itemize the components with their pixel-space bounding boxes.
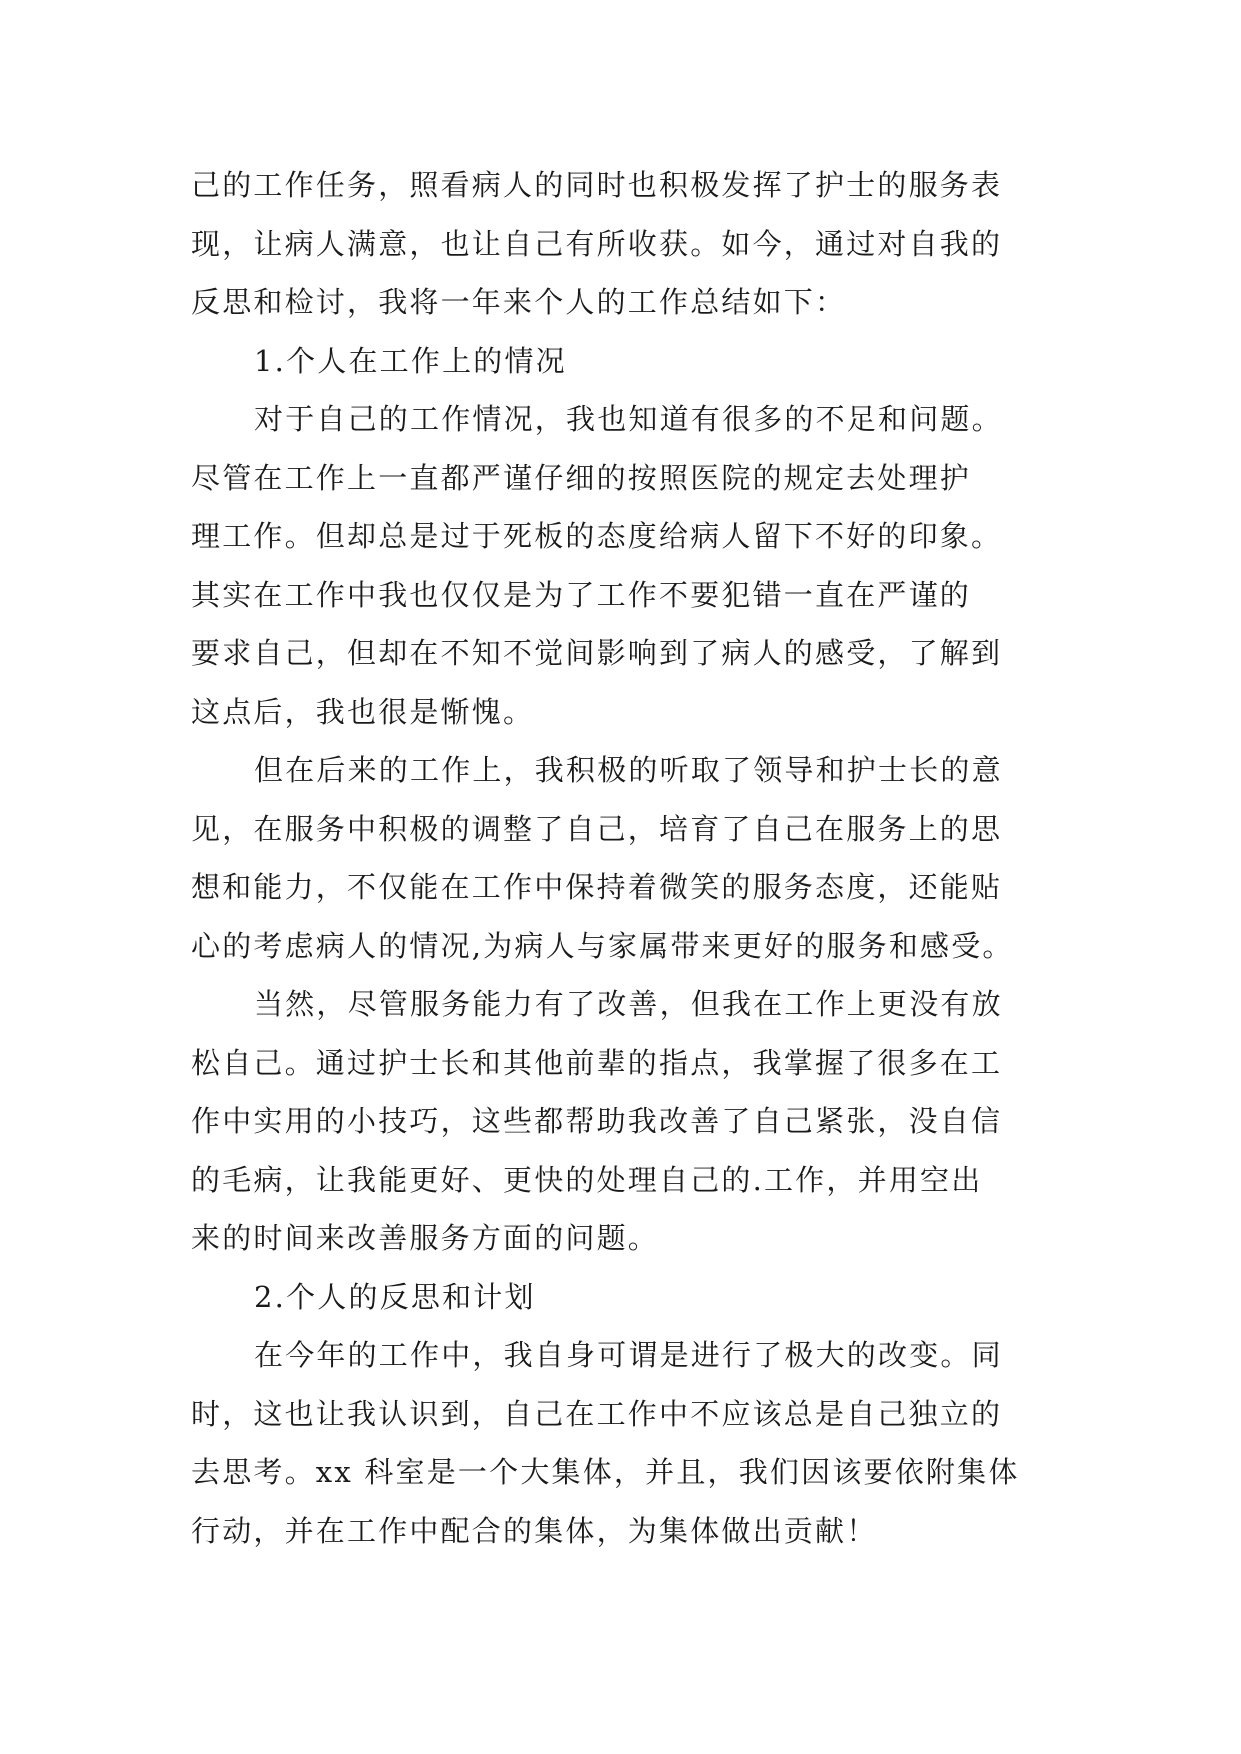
text-line: 己的工作任务，照看病人的同时也积极发挥了护士的服务表 [191, 168, 1003, 202]
text-line: 在今年的工作中，我自身可谓是进行了极大的改变。同 [254, 1338, 1003, 1372]
text-line: 去思考。xx 科室是一个大集体，并且，我们因该要依附集体 [191, 1455, 1020, 1489]
section-heading: 1.个人在工作上的情况 [254, 343, 567, 378]
text-line: 心的考虑病人的情况,为病人与家属带来更好的服务和感受。 [191, 928, 1014, 963]
text-line: 想和能力，不仅能在工作中保持着微笑的服务态度，还能贴 [191, 870, 1003, 904]
text-line: 行动，并在工作中配合的集体，为集体做出贡献！ [191, 1513, 878, 1548]
text-line: 这点后，我也很是惭愧。 [191, 694, 535, 729]
text-line: 现，让病人满意，也让自己有所收获。如今，通过对自我的 [191, 226, 1003, 261]
text-line: 作中实用的小技巧，这些都帮助我改善了自己紧张，没自信 [191, 1104, 1003, 1138]
text-line: 松自己。通过护士长和其他前辈的指点，我掌握了很多在工 [191, 1045, 1003, 1080]
text-line: 但在后来的工作上，我积极的听取了领导和护士长的意 [254, 753, 1003, 787]
text-line: 要求自己，但却在不知不觉间影响到了病人的感受，了解到 [191, 636, 1003, 670]
text-line: 见，在服务中积极的调整了自己，培育了自己在服务上的思 [191, 811, 1003, 846]
body-text [191, 156, 1051, 1560]
section-heading: 2.个人的反思和计划 [254, 1279, 536, 1314]
text-line: 当然，尽管服务能力有了改善，但我在工作上更没有放 [254, 987, 1003, 1021]
text-line: 反思和检讨，我将一年来个人的工作总结如下： [191, 285, 847, 319]
text-line: 时，这也让我认识到，自己在工作中不应该总是自己独立的 [191, 1396, 1003, 1431]
text-line: 尽管在工作上一直都严谨仔细的按照医院的规定去处理护 [191, 460, 972, 495]
text-line: 的毛病，让我能更好、更快的处理自己的.工作，并用空出 [191, 1162, 983, 1197]
text-line: 其实在工作中我也仅仅是为了工作不要犯错一直在严谨的 [191, 577, 972, 612]
text-line: 理工作。但却总是过于死板的态度给病人留下不好的印象。 [191, 519, 1003, 553]
text-line: 来的时间来改善服务方面的问题。 [191, 1221, 660, 1255]
text-line: 对于自己的工作情况，我也知道有很多的不足和问题。 [254, 402, 1003, 436]
